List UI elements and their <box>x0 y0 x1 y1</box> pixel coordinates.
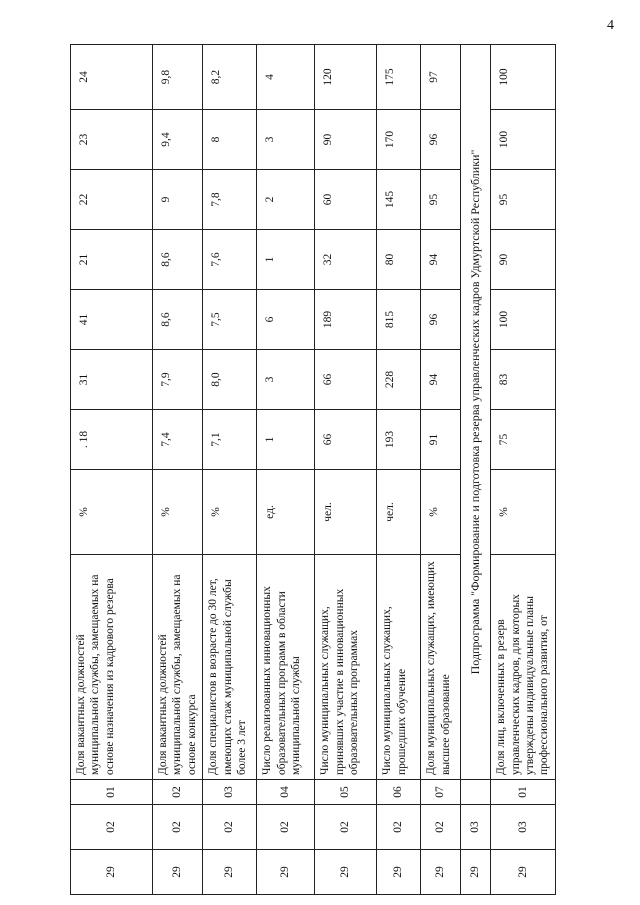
cell-value: 90 <box>491 230 556 290</box>
cell-program-code: 29 <box>71 850 153 895</box>
cell-indicator-code: 04 <box>257 780 315 805</box>
cell-indicator-code <box>461 780 491 805</box>
table-row <box>421 45 461 895</box>
cell-value: 1 <box>257 410 315 470</box>
cell-indicator-name: Доля вакантных должностей муниципальной службы, замещаемых на основе конкурса <box>153 555 203 780</box>
cell-unit: % <box>153 470 203 555</box>
cell-indicator-name: Доля вакантных должностей муниципальной службы, замещаемых на основе назначения из кадрового резерва <box>71 555 153 780</box>
rotated-table-wrapper <box>70 45 550 895</box>
cell-value: 100 <box>491 290 556 350</box>
cell-value: . 18 <box>71 410 153 470</box>
cell-indicator-name: Доля лиц, включенных в резерв управленческих кадров, для которых утверждены индивидуальные планы профессионального развития, от <box>491 555 556 780</box>
cell-value: 95 <box>421 170 461 230</box>
cell-value: 60 <box>315 170 377 230</box>
cell-value: 41 <box>71 290 153 350</box>
cell-value: 6 <box>257 290 315 350</box>
cell-value: 120 <box>315 45 377 110</box>
cell-value: 94 <box>421 350 461 410</box>
cell-value: 8,2 <box>203 45 257 110</box>
cell-program-code: 29 <box>377 850 421 895</box>
cell-value: 815 <box>377 290 421 350</box>
table-row <box>71 45 153 895</box>
cell-value: 24 <box>71 45 153 110</box>
cell-value: 7,4 <box>153 410 203 470</box>
table-row <box>491 45 556 895</box>
cell-value: 3 <box>257 350 315 410</box>
cell-subprogram-code: 02 <box>71 805 153 850</box>
cell-value: 2 <box>257 170 315 230</box>
cell-value: 97 <box>421 45 461 110</box>
cell-value: 8 <box>203 110 257 170</box>
cell-indicator-name: Число муниципальных служащих, принявших участие в инновационных образовательных программах <box>315 555 377 780</box>
cell-value: 66 <box>315 410 377 470</box>
cell-value: 21 <box>71 230 153 290</box>
subprogram-row <box>461 45 491 895</box>
cell-subprogram-code: 02 <box>257 805 315 850</box>
cell-unit: % <box>203 470 257 555</box>
cell-indicator-name: Доля муниципальных служащих, имеющих высшее образование <box>421 555 461 780</box>
cell-unit: чел. <box>315 470 377 555</box>
cell-program-code: 29 <box>461 850 491 895</box>
cell-indicator-code: 03 <box>203 780 257 805</box>
table-row <box>153 45 203 895</box>
cell-value: 189 <box>315 290 377 350</box>
cell-unit: % <box>71 470 153 555</box>
cell-program-code: 29 <box>491 850 556 895</box>
cell-subprogram-code: 02 <box>377 805 421 850</box>
cell-value: 96 <box>421 290 461 350</box>
cell-value: 22 <box>71 170 153 230</box>
cell-value: 7,9 <box>153 350 203 410</box>
cell-value: 100 <box>491 110 556 170</box>
cell-subprogram-code: 03 <box>461 805 491 850</box>
cell-program-code: 29 <box>421 850 461 895</box>
cell-value: 175 <box>377 45 421 110</box>
cell-value: 80 <box>377 230 421 290</box>
cell-value: 8,6 <box>153 230 203 290</box>
cell-value: 7,5 <box>203 290 257 350</box>
cell-program-code: 29 <box>257 850 315 895</box>
cell-value: 100 <box>491 45 556 110</box>
cell-program-code: 29 <box>203 850 257 895</box>
cell-value: 83 <box>491 350 556 410</box>
indicators-table <box>70 44 556 895</box>
cell-value: 7,6 <box>203 230 257 290</box>
cell-indicator-code: 05 <box>315 780 377 805</box>
cell-value: 95 <box>491 170 556 230</box>
cell-value: 90 <box>315 110 377 170</box>
cell-value: 66 <box>315 350 377 410</box>
cell-indicator-name: Доля специалистов в возрасте до 30 лет, имеющих стаж муниципальной службы более 3 лет <box>203 555 257 780</box>
cell-value: 32 <box>315 230 377 290</box>
cell-value: 9 <box>153 170 203 230</box>
cell-indicator-code: 06 <box>377 780 421 805</box>
cell-indicator-code: 02 <box>153 780 203 805</box>
subprogram-title: Подпрограмма "Формирование и подготовка резерва управленческих кадров Удмуртской Республики" <box>461 45 491 780</box>
cell-unit: % <box>421 470 461 555</box>
cell-indicator-code: 01 <box>491 780 556 805</box>
cell-value: 9,8 <box>153 45 203 110</box>
cell-indicator-code: 01 <box>71 780 153 805</box>
cell-value: 145 <box>377 170 421 230</box>
cell-unit: ед. <box>257 470 315 555</box>
table-row <box>203 45 257 895</box>
cell-value: 8,6 <box>153 290 203 350</box>
cell-value: 23 <box>71 110 153 170</box>
page-number: 4 <box>607 18 614 33</box>
cell-program-code: 29 <box>153 850 203 895</box>
cell-program-code: 29 <box>315 850 377 895</box>
cell-value: 9,4 <box>153 110 203 170</box>
cell-value: 1 <box>257 230 315 290</box>
cell-value: 75 <box>491 410 556 470</box>
cell-indicator-code: 07 <box>421 780 461 805</box>
table-row <box>315 45 377 895</box>
cell-value: 170 <box>377 110 421 170</box>
cell-indicator-name: Число реализованных инновационных образовательных программ в области муниципальной службы <box>257 555 315 780</box>
cell-value: 7,8 <box>203 170 257 230</box>
cell-value: 91 <box>421 410 461 470</box>
table-row <box>257 45 315 895</box>
cell-unit: % <box>491 470 556 555</box>
cell-subprogram-code: 02 <box>421 805 461 850</box>
cell-unit: чел. <box>377 470 421 555</box>
cell-value: 8,0 <box>203 350 257 410</box>
cell-subprogram-code: 02 <box>153 805 203 850</box>
cell-subprogram-code: 03 <box>491 805 556 850</box>
cell-value: 3 <box>257 110 315 170</box>
table-row <box>377 45 421 895</box>
cell-value: 4 <box>257 45 315 110</box>
cell-value: 96 <box>421 110 461 170</box>
cell-indicator-name: Число муниципальных служащих, прошедших обучение <box>377 555 421 780</box>
cell-subprogram-code: 02 <box>315 805 377 850</box>
cell-subprogram-code: 02 <box>203 805 257 850</box>
cell-value: 7,1 <box>203 410 257 470</box>
cell-value: 31 <box>71 350 153 410</box>
cell-value: 94 <box>421 230 461 290</box>
cell-value: 193 <box>377 410 421 470</box>
cell-value: 228 <box>377 350 421 410</box>
